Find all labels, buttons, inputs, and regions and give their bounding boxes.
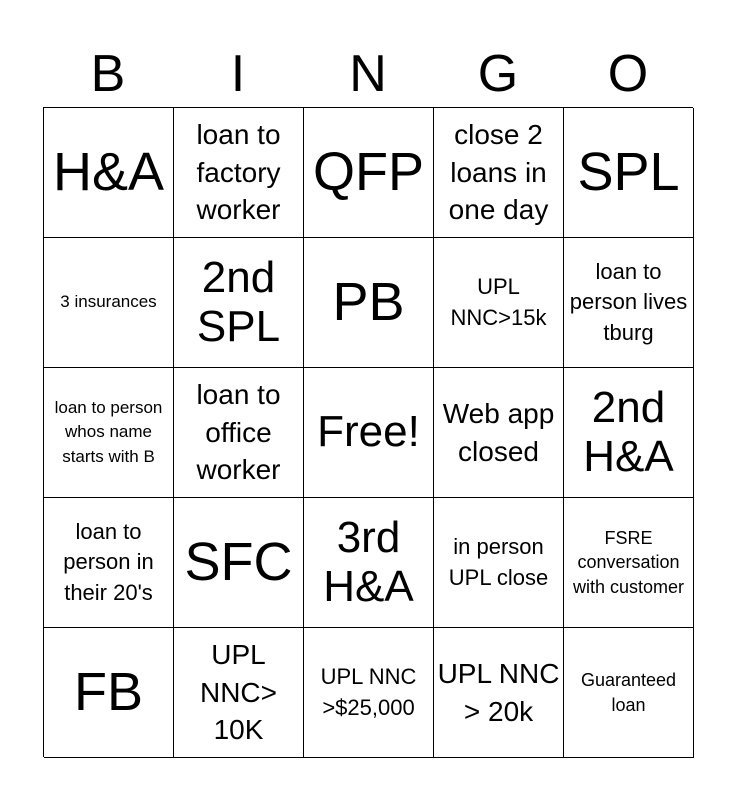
- bingo-cell[interactable]: loan to person lives tburg: [564, 238, 694, 368]
- header-letter-o: O: [607, 45, 649, 103]
- bingo-cell[interactable]: UPL NNC > 20k: [434, 628, 564, 758]
- bingo-cell[interactable]: 3rd H&A: [304, 498, 434, 628]
- bingo-cell[interactable]: 2nd SPL: [174, 238, 304, 368]
- free-space-cell[interactable]: Free!: [304, 368, 434, 498]
- bingo-header: [43, 40, 693, 108]
- bingo-cell[interactable]: QFP: [304, 108, 434, 238]
- bingo-cell[interactable]: UPL NNC >$25,000: [304, 628, 434, 758]
- bingo-cell[interactable]: loan to person in their 20's: [44, 498, 174, 628]
- bingo-cell[interactable]: in person UPL close: [434, 498, 564, 628]
- bingo-cell[interactable]: UPL NNC> 10K: [174, 628, 304, 758]
- bingo-cell[interactable]: loan to factory worker: [174, 108, 304, 238]
- header-letter-i: I: [230, 45, 246, 103]
- bingo-cell[interactable]: FB: [44, 628, 174, 758]
- bingo-cell[interactable]: UPL NNC>15k: [434, 238, 564, 368]
- bingo-cell[interactable]: 2nd H&A: [564, 368, 694, 498]
- header-letter-n: N: [349, 45, 387, 103]
- bingo-cell[interactable]: H&A: [44, 108, 174, 238]
- header-letter-b: B: [90, 45, 126, 103]
- bingo-cell[interactable]: PB: [304, 238, 434, 368]
- bingo-cell[interactable]: close 2 loans in one day: [434, 108, 564, 238]
- bingo-cell[interactable]: loan to person whos name starts with B: [44, 368, 174, 498]
- bingo-cell[interactable]: Web app closed: [434, 368, 564, 498]
- header-letter-g: G: [477, 45, 519, 103]
- bingo-cell[interactable]: FSRE conversation with customer: [564, 498, 694, 628]
- bingo-cell[interactable]: SFC: [174, 498, 304, 628]
- bingo-cell[interactable]: 3 insurances: [44, 238, 174, 368]
- bingo-board: [43, 107, 693, 757]
- bingo-cell[interactable]: loan to office worker: [174, 368, 304, 498]
- bingo-cell[interactable]: SPL: [564, 108, 694, 238]
- bingo-cell[interactable]: Guaranteed loan: [564, 628, 694, 758]
